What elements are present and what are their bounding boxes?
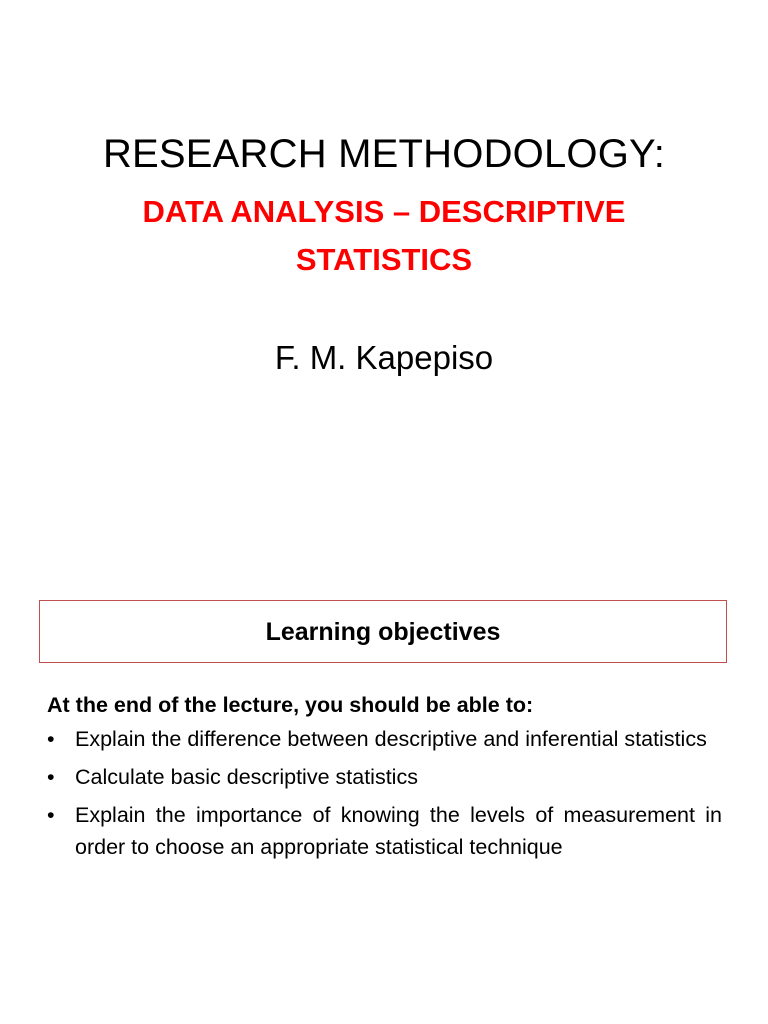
objectives-intro: At the end of the lecture, you should be able to: xyxy=(47,693,534,717)
bullet-icon: • xyxy=(47,765,55,789)
bullet-icon: • xyxy=(47,727,55,751)
objective-item xyxy=(47,799,722,863)
objectives-heading-box xyxy=(39,600,727,663)
bullet-icon: • xyxy=(47,803,55,827)
slide-title: RESEARCH METHODOLOGY: xyxy=(102,132,666,176)
objective-item-text: Explain the difference between descriptive and inferential statistics xyxy=(75,727,707,751)
objective-item-text: Explain the importance of knowing the levels of measurement in order to choose an appropriate statistical technique xyxy=(75,803,722,859)
objective-list xyxy=(47,723,722,863)
slide-author: F. M. Kapepiso xyxy=(274,339,494,376)
objectives-heading: Learning objectives xyxy=(265,617,501,646)
objective-item-text: Calculate basic descriptive statistics xyxy=(75,765,418,789)
objective-item xyxy=(47,761,722,793)
slide-subtitle: DATA ANALYSIS – DESCRIPTIVE STATISTICS xyxy=(142,194,626,277)
objectives-body xyxy=(47,689,722,869)
objective-item xyxy=(47,723,722,755)
